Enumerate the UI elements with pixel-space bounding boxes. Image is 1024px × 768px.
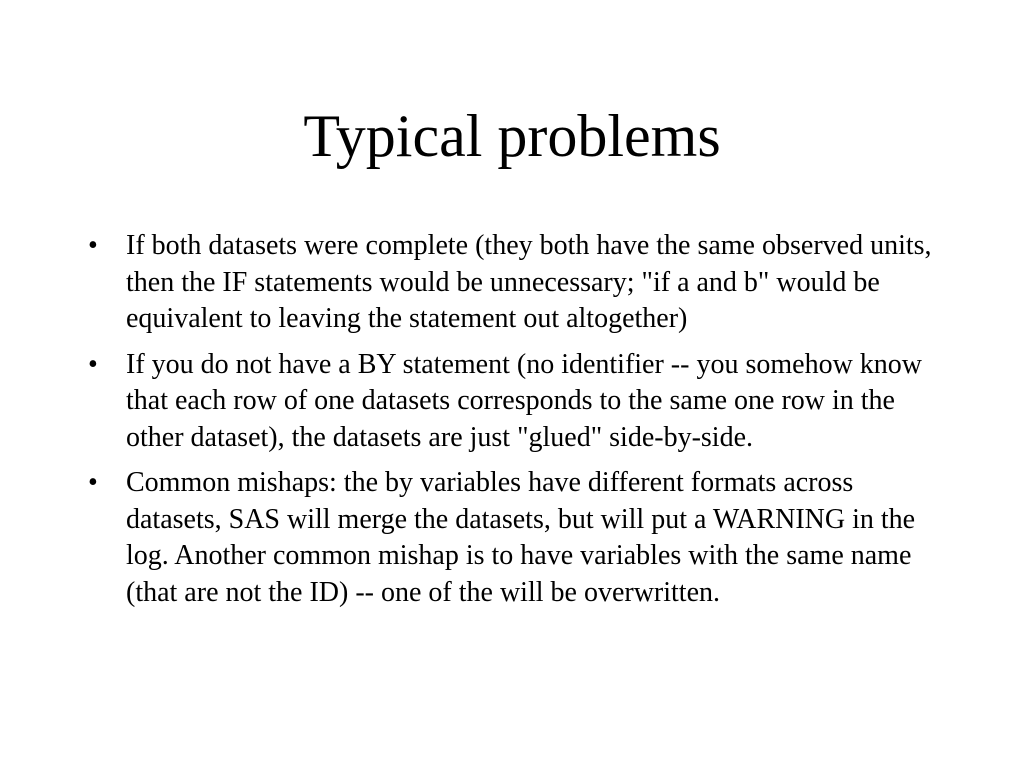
bullet-icon: •	[88, 348, 98, 380]
bullet-item	[88, 347, 948, 457]
bullet-icon: •	[88, 230, 98, 261]
bullet-text: If you do not have a BY statement (no identifier -- you somehow know that each row of one datasets corresponds to the same one row in the other dataset), the datasets are just "glued" side-by-side.	[126, 348, 923, 453]
bullet-item	[88, 465, 948, 611]
bullet-text: Common mishaps: the by variables have different formats across datasets, SAS will merge the datasets, but will put a WARNING in the log. Another common mishap is to have variables with the same name (that are not the ID) -- one of the will be overwritten.	[126, 467, 916, 608]
bullet-list	[88, 228, 948, 620]
bullet-item	[88, 228, 948, 338]
slide-title: Typical problems	[303, 103, 721, 169]
bullet-text: If both datasets were complete (they both have the same observed units, then the IF statements would be unnecessary; "if a and b" would be equivalent to leaving the statement out altogether)	[126, 230, 932, 334]
bullet-icon: •	[88, 467, 98, 498]
